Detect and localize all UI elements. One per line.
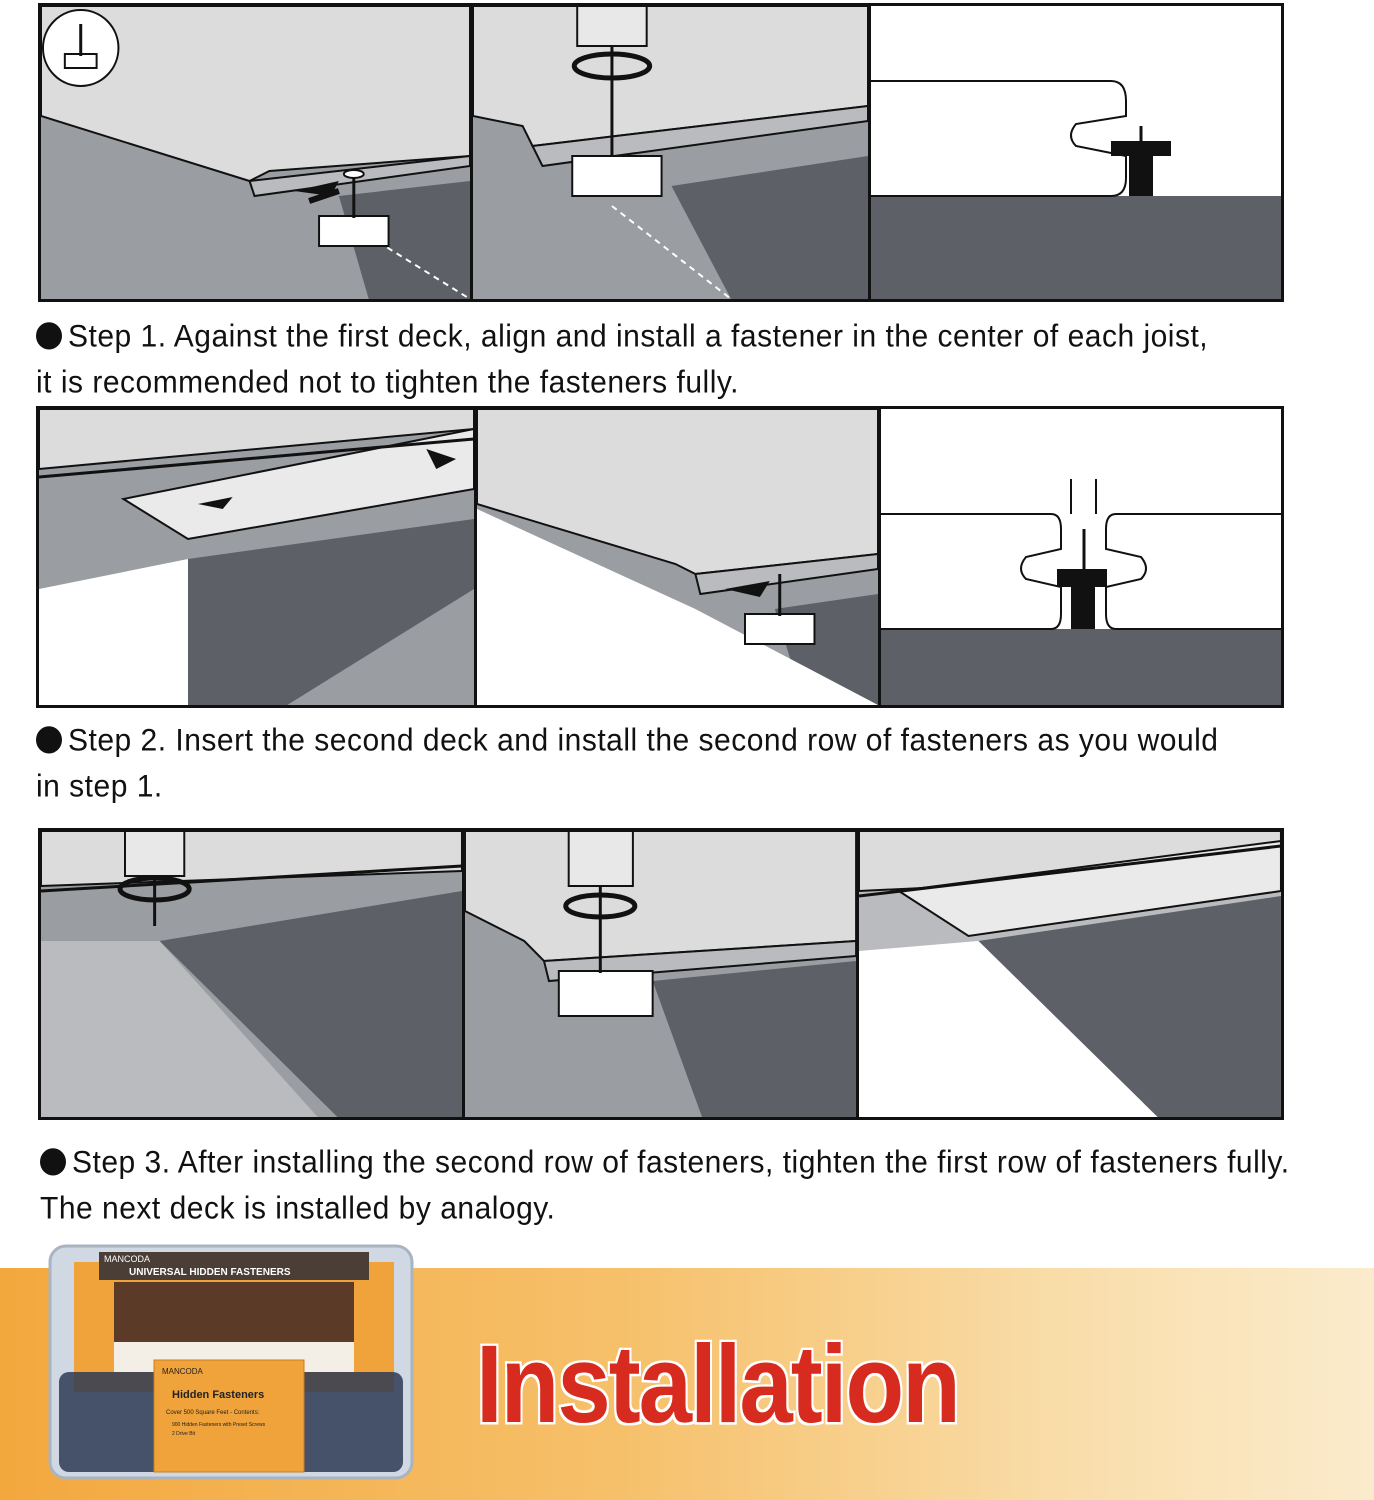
step-3-panel-overview [859,831,1281,1117]
step-2-line-2: in step 1. [36,769,163,804]
box-label: UNIVERSAL HIDDEN FASTENERS [129,1267,291,1278]
box-brand: MANCODA [104,1254,151,1264]
step-3-line-2: The next deck is installed by analogy. [40,1191,556,1226]
step-2-illustrations [36,406,1284,708]
step-1-line-1: Step 1. Against the first deck, align and install a fastener in the center of each joist, [68,319,1209,354]
drill-icon [569,831,633,886]
card-subtitle: Cover 500 Square Feet - Contents: [166,1410,260,1416]
bullet-icon [36,322,62,349]
step-2-panel-insert-deck [39,409,477,705]
bullet-icon [36,726,62,753]
card-item-2: 2 Drive Bit [172,1431,196,1437]
step-1-panel-drill [473,6,871,299]
step-3-text [40,1140,1374,1232]
step-2-line-1: Step 2. Insert the second deck and install the second row of fasteners as you would [68,723,1219,758]
installation-title: Installation [476,1323,959,1447]
step-1-panel-section [871,6,1281,299]
step-3-line-1: Step 3. After installing the second row of fasteners, tighten the first row of fasteners fully. [72,1145,1290,1180]
drill-icon [125,831,184,876]
step-2-panel-section [881,409,1281,705]
product-box-image [44,1242,418,1482]
step-3-illustrations [38,828,1284,1120]
step-3-panel-tighten-first [41,831,465,1117]
card-item-1: 900 Hidden Fasteners with Preset Screws [172,1422,266,1428]
step-2-text [36,718,1371,810]
card-brand: MANCODA [162,1367,203,1376]
step-1-text [36,314,1371,406]
bullet-icon [40,1148,66,1175]
drill-icon [577,6,646,46]
step-1-line-2: it is recommended not to tighten the fasteners fully. [36,365,739,400]
step-1-panel-place-fastener [41,6,473,299]
card-title: Hidden Fasteners [172,1389,265,1401]
step-1-illustrations [38,3,1284,302]
step-3-panel-drill-closeup [465,831,859,1117]
step-2-panel-fastener [477,409,881,705]
